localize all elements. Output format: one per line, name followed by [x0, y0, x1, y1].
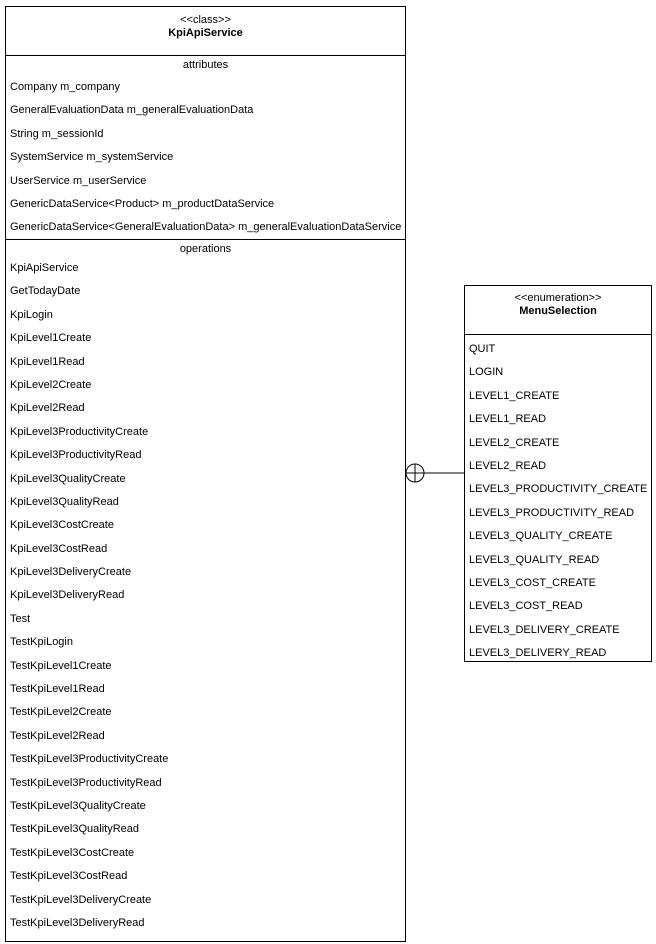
operation-item: TestKpiLevel2Read [10, 729, 105, 742]
class-stereotype: <<class>> [180, 14, 231, 26]
operation-item: KpiLevel3CostRead [10, 542, 108, 555]
enum-literal-list [465, 335, 651, 665]
operation-item: TestKpiLevel3CostRead [10, 870, 128, 883]
operation-item: Test [10, 612, 31, 625]
attribute-item: GeneralEvaluationData m_generalEvaluationData [10, 104, 254, 117]
operation-item: KpiLevel3CostCreate [10, 519, 114, 532]
operation-item: TestKpiLevel3CostCreate [10, 846, 135, 859]
operation-item: TestKpiLogin [10, 636, 73, 649]
operation-item: TestKpiLevel3DeliveryCreate [10, 893, 152, 906]
operation-item: KpiLevel3QualityRead [10, 495, 119, 508]
operation-item: GetTodayDate [10, 285, 81, 298]
enum-header [465, 286, 651, 335]
operation-item: TestKpiLevel3ProductivityCreate [10, 753, 169, 766]
operation-item: TestKpiLevel1Create [10, 659, 112, 672]
attribute-item: SystemService m_systemService [10, 151, 174, 164]
enum-literal-item: LEVEL2_READ [469, 459, 547, 472]
operation-item: TestKpiLevel3DeliveryRead [10, 916, 145, 929]
enum-literal-item: LEVEL3_DELIVERY_READ [469, 647, 607, 660]
enum-name: MenuSelection [519, 305, 597, 317]
enum-stereotype: <<enumeration>> [514, 292, 602, 304]
operation-item: KpiLevel3DeliveryRead [10, 589, 125, 602]
class-name: KpiApiService [168, 27, 243, 39]
attribute-item: UserService m_userService [10, 174, 147, 187]
enum-literal-item: LEVEL3_PRODUCTIVITY_READ [469, 506, 635, 519]
operation-item: KpiLevel3QualityCreate [10, 472, 126, 485]
operation-item: KpiLevel2Read [10, 402, 85, 415]
enum-literal-item: LEVEL3_DELIVERY_CREATE [469, 623, 620, 636]
operation-item: KpiLevel3DeliveryCreate [10, 566, 132, 579]
operation-item: KpiLevel1Create [10, 332, 92, 345]
operation-item: TestKpiLevel1Read [10, 683, 105, 696]
enum-literal-item: LEVEL3_QUALITY_READ [469, 553, 600, 566]
operation-item: TestKpiLevel3QualityRead [10, 823, 140, 836]
enum-literal-item: LEVEL3_PRODUCTIVITY_CREATE [469, 483, 648, 496]
operation-item: KpiApiService [10, 262, 79, 274]
operation-item: KpiLevel2Create [10, 378, 92, 391]
attribute-item: GenericDataService<GeneralEvaluationData> m_generalEvaluationDataService [10, 221, 402, 234]
operation-item: TestKpiLevel3ProductivityRead [10, 776, 162, 789]
operation-item: TestKpiLevel2Create [10, 706, 112, 719]
operation-item: TestKpiLevel3QualityCreate [10, 799, 146, 812]
enum-literal-item: QUIT [469, 343, 496, 355]
operation-item: KpiLevel3ProductivityCreate [10, 425, 149, 438]
attribute-item: Company m_company [10, 81, 121, 93]
enum-literal-item: LEVEL2_CREATE [469, 436, 560, 449]
enum-literal-item: LOGIN [469, 366, 504, 379]
enum-literal-item: LEVEL3_COST_CREATE [469, 576, 596, 589]
operation-item: KpiLogin [10, 308, 53, 321]
enum-literal-item: LEVEL1_READ [469, 413, 547, 426]
attributes-header: attributes [182, 59, 229, 71]
operation-item: KpiLevel1Read [10, 355, 85, 368]
enum-menuselection[interactable] [464, 285, 652, 662]
operations-header: operations [179, 243, 232, 255]
enum-literal-item: LEVEL1_CREATE [469, 389, 560, 402]
attribute-item: String m_sessionId [10, 127, 104, 140]
enum-literal-item: LEVEL3_QUALITY_CREATE [469, 530, 613, 543]
attribute-item: GenericDataService<Product> m_productDataService [10, 197, 275, 210]
enum-literal-item: LEVEL3_COST_READ [469, 600, 583, 613]
operation-item: KpiLevel3ProductivityRead [10, 449, 142, 462]
